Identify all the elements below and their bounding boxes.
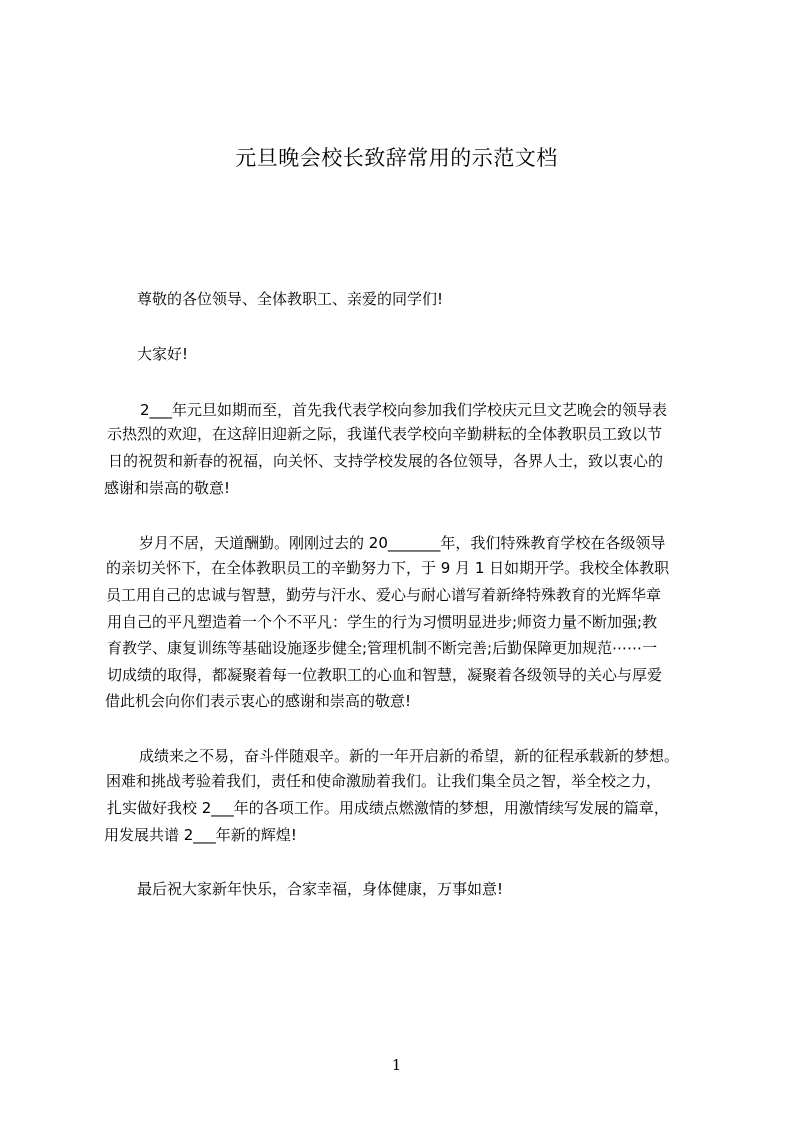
document-title: 元旦晚会校长致辞常用的示范文档	[235, 146, 558, 170]
closing-line: 最后祝大家新年快乐，合家幸福，身体健康，万事如意!	[137, 880, 504, 898]
paragraph-2-line: 育教学、康复训练等基础设施逐步健全;管理机制不断完善;后勤保障更加规范⋯⋯一	[107, 639, 658, 657]
paragraph-2-line: 切成绩的取得，都凝聚着每一位教职工的心血和智慧，凝聚着各级领导的关心与厚爱	[107, 666, 663, 684]
paragraph-1-line: 日的祝贺和新春的祝福，向关怀、支持学校发展的各位领导，各界人士，致以衷心的	[108, 452, 664, 470]
paragraph-3-line: 扎实做好我校 2___年的各项工作。用成绩点燃激情的梦想，用激情续写发展的篇章，	[107, 799, 669, 817]
paragraph-1-line: 示热烈的欢迎，在这辞旧迎新之际，我谨代表学校向辛勤耕耘的全体教职员工致以节	[107, 425, 663, 443]
salutation-line: 尊敬的各位领导、全体教职工、亲爱的同学们!	[137, 290, 444, 308]
paragraph-2-line: 用自己的平凡塑造着一个个不平凡：学生的行为习惯明显进步;师资力量不断加强;教	[107, 613, 658, 631]
paragraph-3-line: 用发展共谱 2___年新的辉煌!	[104, 826, 297, 844]
paragraph-2-line: 借此机会向你们表示衷心的感谢和崇高的敬意!	[105, 692, 412, 710]
paragraph-2-line: 岁月不居，天道酬勤。刚刚过去的 20_______年，我们特殊教育学校在各级领导	[139, 534, 666, 552]
greeting-line: 大家好!	[137, 345, 189, 363]
paragraph-1-line: 感谢和崇高的敬意!	[104, 479, 231, 497]
paragraph-1-line: 2___年元旦如期而至，首先我代表学校向参加我们学校庆元旦文艺晚会的领导表	[140, 401, 668, 419]
paragraph-2-line: 员工用自己的忠诚与智慧，勤劳与汗水、爱心与耐心谱写着新绛特殊教育的光辉华章	[106, 586, 662, 604]
page-number: 1	[391, 1056, 402, 1074]
paragraph-3-line: 成绩来之不易，奋斗伴随艰辛。新的一年开启新的希望，新的征程承载新的梦想。	[139, 747, 680, 765]
paragraph-2-line: 的亲切关怀下，在全体教职员工的辛勤努力下，于 9 月 1 日如期开学。我校全体教职	[106, 559, 670, 577]
paragraph-3-line: 困难和挑战考验着我们，责任和使命激励着我们。让我们集全员之智，举全校之力，	[106, 772, 662, 790]
